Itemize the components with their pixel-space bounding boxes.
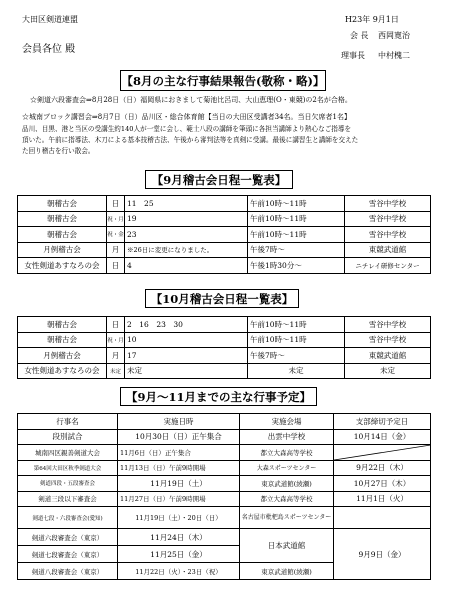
time: 午前10時～11時 bbox=[248, 332, 345, 348]
place: 未定 bbox=[345, 363, 431, 379]
report-title: 【8月の主な行事結果報告(敬称・略)】 bbox=[120, 70, 326, 91]
dates: 11 25 bbox=[125, 196, 248, 212]
place: 東競武道館 bbox=[345, 348, 431, 364]
event-deadline: 11月1日（火） bbox=[334, 491, 431, 507]
event-date: 11月25日（金） bbox=[118, 546, 240, 563]
event-name: 女性剣道あすなろの会 bbox=[18, 363, 107, 379]
place: 雪谷中学校 bbox=[345, 196, 431, 212]
time: 午前10時～11時 bbox=[248, 227, 345, 243]
event-name: 朝稽古会 bbox=[18, 332, 107, 348]
diagonal-cell bbox=[334, 445, 431, 461]
director-name: 中村槐二 bbox=[378, 51, 410, 60]
table-row bbox=[18, 507, 431, 529]
dates: 17 bbox=[125, 348, 248, 364]
dates: 4 bbox=[125, 258, 248, 274]
event-deadline: 10月27日（木） bbox=[334, 476, 431, 492]
report-line2: ☆城南ブロック講習会⇒8月7日（日）品川区・総合体育館【当日の大田区受講者34名。当日欠席者1名】 bbox=[22, 113, 351, 121]
place: 雪谷中学校 bbox=[345, 227, 431, 243]
president-name: 西岡寛治 bbox=[378, 31, 410, 40]
header-event: 行事名 bbox=[18, 414, 118, 430]
place: ニチレイ研修センター bbox=[345, 258, 431, 274]
place: 雪谷中学校 bbox=[345, 317, 431, 333]
dates: 10 bbox=[125, 332, 248, 348]
table-row bbox=[18, 445, 431, 461]
time: 午後7時～ bbox=[248, 242, 345, 258]
event-name: 朝稽古会 bbox=[18, 196, 107, 212]
place: 東競武道館 bbox=[345, 242, 431, 258]
time: 午前10時～11時 bbox=[248, 317, 345, 333]
diagonal-line bbox=[334, 445, 431, 460]
issue-date: H23年 9月1日 bbox=[345, 15, 399, 24]
time: 午前10時～11時 bbox=[248, 196, 345, 212]
table-row bbox=[18, 211, 431, 227]
event-date: 11月19日（土） bbox=[118, 476, 240, 492]
dates: 未定 bbox=[125, 363, 248, 379]
weekday: 月 bbox=[107, 348, 125, 364]
event-date: 10月30日（日）正午集合 bbox=[118, 429, 240, 445]
weekday: 日 bbox=[107, 317, 125, 333]
sept-title: 【9月稽古会日程一覧表】 bbox=[145, 170, 293, 189]
report-line5: た回り稽古を行い散会。 bbox=[22, 147, 95, 155]
event-name: 剣道四段・五段審査会 bbox=[18, 476, 118, 492]
event-deadline: 9月22日（木） bbox=[334, 460, 431, 476]
event-deadline: 9月9日（金） bbox=[334, 529, 431, 580]
dates-note: ※26日に変更になりました。 bbox=[125, 242, 248, 258]
weekday: 祝・金 bbox=[107, 227, 125, 243]
event-deadline bbox=[334, 507, 431, 529]
event-name: 朝稽古会 bbox=[18, 317, 107, 333]
event-name: 剣道六段審査会（東京） bbox=[18, 529, 118, 546]
director-title: 理事長 bbox=[341, 51, 365, 60]
weekday: 祝・月 bbox=[107, 211, 125, 227]
weekday: 祝・月 bbox=[107, 332, 125, 348]
event-name: 第64回大田区秋季剣道大会 bbox=[18, 460, 118, 476]
table-row bbox=[18, 317, 431, 333]
oct-schedule-table bbox=[17, 316, 431, 379]
event-name: 剣道七段・六段審査会(愛知) bbox=[18, 507, 118, 529]
event-date: 11月27日（日）午前9時開場 bbox=[118, 491, 240, 507]
time: 午前10時～11時 bbox=[248, 211, 345, 227]
event-venue: 東京武道館(綾瀬) bbox=[240, 563, 334, 580]
header-venue: 実施会場 bbox=[240, 414, 334, 430]
sept-schedule-table bbox=[17, 195, 431, 274]
event-date: 11月19日（土）・20日（日） bbox=[118, 507, 240, 529]
time: 午後1時30分～ bbox=[248, 258, 345, 274]
dates: 2 16 23 30 bbox=[125, 317, 248, 333]
event-deadline: 10月14日（金） bbox=[334, 429, 431, 445]
table-row bbox=[18, 258, 431, 274]
event-name: 朝稽古会 bbox=[18, 227, 107, 243]
event-name: 剣道七段審査会（東京） bbox=[18, 546, 118, 563]
table-row bbox=[18, 332, 431, 348]
table-row bbox=[18, 348, 431, 364]
event-date: 11月24日（木） bbox=[118, 529, 240, 546]
addressee: 会員各位 殿 bbox=[22, 44, 76, 55]
table-row bbox=[18, 529, 431, 546]
event-venue: 都立大森高等学校 bbox=[240, 491, 334, 507]
weekday: 月 bbox=[107, 242, 125, 258]
org-name: 大田区剣道連盟 bbox=[22, 15, 78, 24]
table-row bbox=[18, 196, 431, 212]
table-row bbox=[18, 242, 431, 258]
header-deadline: 支部締切予定日 bbox=[334, 414, 431, 430]
event-venue: 大森スポーツセンター bbox=[240, 460, 334, 476]
event-venue: 東京武道館(綾瀬) bbox=[240, 476, 334, 492]
report-line3: 品川、目黒、港と当区の受講生約140人が一堂に会し、範士八段の講師を筆頭に各担当講師より熱心なご指導を bbox=[22, 125, 352, 133]
event-venue: 都立大森高等学校 bbox=[240, 445, 334, 461]
event-name: 月例稽古会 bbox=[18, 348, 107, 364]
event-venue: 出雲中学校 bbox=[240, 429, 334, 445]
header-date: 実施日時 bbox=[118, 414, 240, 430]
place: 雪谷中学校 bbox=[345, 211, 431, 227]
weekday: 日 bbox=[107, 258, 125, 274]
report-line1: ☆剣道六段審査会⇒8月28日（日）福岡県におきまして菊池比呂司、大山恵理(O・東競)の2名が合格。 bbox=[30, 96, 352, 104]
event-date: 11月6日（日）正午集合 bbox=[118, 445, 240, 461]
dates: 19 bbox=[125, 211, 248, 227]
events-table bbox=[17, 413, 431, 580]
event-name: 剣道三段以下審査会 bbox=[18, 491, 118, 507]
event-name: 城南四区親善剣道大会 bbox=[18, 445, 118, 461]
event-name: 女性剣道あすなろの会 bbox=[18, 258, 107, 274]
oct-title: 【10月稽古会日程一覧表】 bbox=[145, 289, 299, 308]
table-row bbox=[18, 460, 431, 476]
event-name: 剣道八段審査会（東京） bbox=[18, 563, 118, 580]
event-venue: 日本武道館 bbox=[240, 529, 334, 563]
time: 未定 bbox=[248, 363, 345, 379]
president-title: 会 長 bbox=[350, 31, 369, 40]
event-date: 11月22日（火）・23日（祝） bbox=[118, 563, 240, 580]
table-header-row bbox=[18, 414, 431, 430]
table-row bbox=[18, 476, 431, 492]
event-name: 段別試合 bbox=[18, 429, 118, 445]
table-row bbox=[18, 363, 431, 379]
event-date: 11月13日（日）午前9時開場 bbox=[118, 460, 240, 476]
events-title: 【9月～11月までの主な行事予定】 bbox=[120, 387, 317, 406]
table-row bbox=[18, 491, 431, 507]
weekday: 日 bbox=[107, 196, 125, 212]
event-name: 朝稽古会 bbox=[18, 211, 107, 227]
place: 雪谷中学校 bbox=[345, 332, 431, 348]
time: 午後7時～ bbox=[248, 348, 345, 364]
event-venue: 名古屋市枇杷島スポーツセンター bbox=[240, 507, 334, 529]
weekday: 未定 bbox=[107, 363, 125, 379]
report-line4: 頂いた。午前に指導法、木刀による基本技稽古法、午後から審判法等を真剣に受講。最後に講習生と講師を交えた bbox=[22, 136, 359, 144]
table-row bbox=[18, 429, 431, 445]
table-row bbox=[18, 227, 431, 243]
event-name: 月例稽古会 bbox=[18, 242, 107, 258]
dates: 23 bbox=[125, 227, 248, 243]
